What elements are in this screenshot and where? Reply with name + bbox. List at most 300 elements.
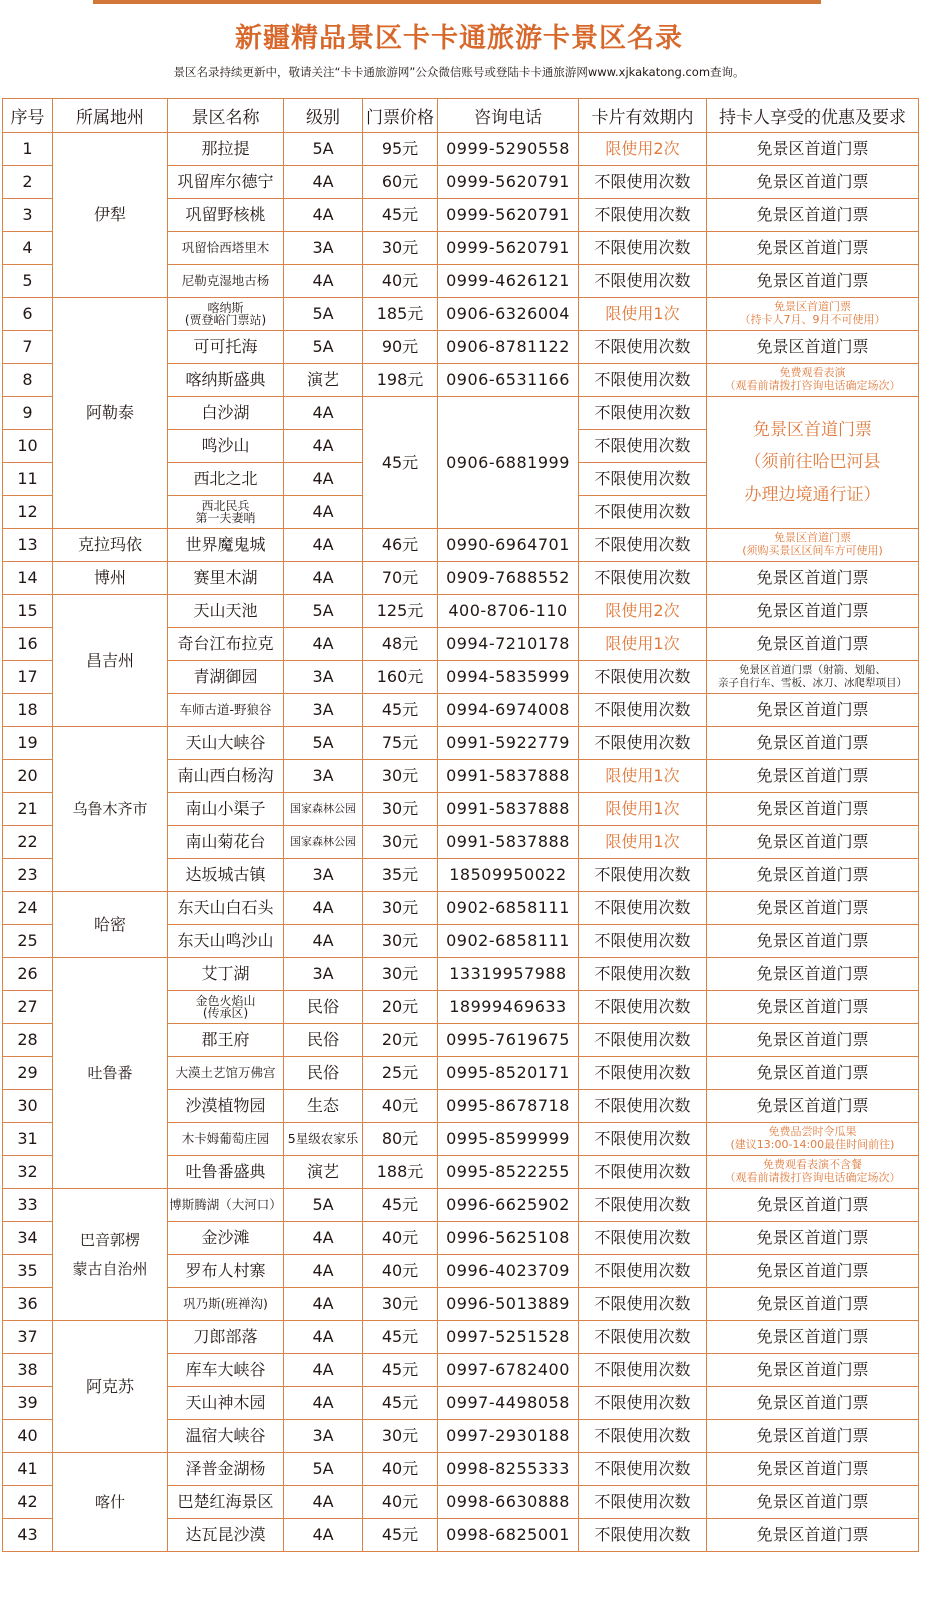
validity: 限使用1次	[579, 760, 707, 793]
row-number: 1	[3, 133, 53, 166]
row-number: 26	[3, 958, 53, 991]
benefit: 免景区首道门票	[707, 1420, 919, 1453]
table-row	[3, 892, 919, 925]
top-accent-bar	[93, 0, 821, 4]
validity: 不限使用次数	[579, 364, 707, 397]
scenic-name: 世界魔鬼城	[168, 529, 284, 562]
scenic-name: 达坂城古镇	[168, 859, 284, 892]
scenic-name: 赛里木湖	[168, 562, 284, 595]
validity: 不限使用次数	[579, 463, 707, 496]
level: 4A	[284, 1486, 363, 1519]
validity: 不限使用次数	[579, 727, 707, 760]
benefit-line3: 办理边境通行证）	[744, 484, 881, 505]
benefit-line1: 免景区首道门票	[774, 531, 851, 545]
row-number: 31	[3, 1123, 53, 1156]
row-number: 37	[3, 1321, 53, 1354]
validity: 不限使用次数	[579, 661, 707, 694]
region-cell: 吐鲁番	[53, 958, 168, 1189]
scenic-name: 尼勒克湿地古杨	[168, 265, 284, 298]
phone: 0990-6964701	[438, 529, 579, 562]
scenic-name: 青湖御园	[168, 661, 284, 694]
col-header-phone: 咨询电话	[438, 99, 579, 133]
table-row	[3, 133, 919, 166]
col-header-no: 序号	[3, 99, 53, 133]
scenic-name: 巴楚红海景区	[168, 1486, 284, 1519]
level: 演艺	[284, 364, 363, 397]
level: 国家森林公园	[284, 793, 363, 826]
scenic-name: 郡王府	[168, 1024, 284, 1057]
benefit: 免景区首道门票	[707, 1387, 919, 1420]
benefit-line2: （观看前请拨打咨询电话确定场次）	[724, 1171, 901, 1184]
level: 3A	[284, 859, 363, 892]
ticket-price: 185元	[363, 298, 438, 331]
benefit-line1: 免费观看表演不含餐	[763, 1158, 862, 1172]
scenic-name: 巩留恰西塔里木	[168, 232, 284, 265]
level: 民俗	[284, 1024, 363, 1057]
benefit: 免景区首道门票	[707, 1222, 919, 1255]
row-number: 4	[3, 232, 53, 265]
row-number: 36	[3, 1288, 53, 1321]
ticket-price: 45元	[363, 1189, 438, 1222]
level: 5A	[284, 1453, 363, 1486]
benefit: 免景区首道门票	[707, 958, 919, 991]
ticket-price: 45元	[363, 1519, 438, 1552]
row-number: 25	[3, 925, 53, 958]
scenic-name-line1: 西北民兵	[201, 499, 250, 513]
validity: 不限使用次数	[579, 199, 707, 232]
benefit: 免景区首道门票	[707, 232, 919, 265]
validity: 不限使用次数	[579, 529, 707, 562]
benefit: 免景区首道门票	[707, 265, 919, 298]
row-number: 7	[3, 331, 53, 364]
ticket-price: 40元	[363, 1453, 438, 1486]
phone: 0994-7210178	[438, 628, 579, 661]
benefit-line2: (须购买景区区间车方可使用)	[742, 544, 883, 557]
validity: 限使用1次	[579, 793, 707, 826]
benefit	[707, 529, 919, 562]
validity: 不限使用次数	[579, 1288, 707, 1321]
ticket-price: 30元	[363, 892, 438, 925]
benefit: 免景区首道门票	[707, 1090, 919, 1123]
table-row	[3, 958, 919, 991]
benefit-merged	[707, 397, 919, 529]
region-cell: 伊犁	[53, 133, 168, 298]
phone-merged: 0906-6881999	[438, 397, 579, 529]
table-header-row	[3, 99, 919, 133]
ticket-price: 40元	[363, 1486, 438, 1519]
phone: 18509950022	[438, 859, 579, 892]
level: 4A	[284, 1222, 363, 1255]
scenic-name: 奇台江布拉克	[168, 628, 284, 661]
ticket-price: 160元	[363, 661, 438, 694]
table-row	[3, 727, 919, 760]
region-cell: 克拉玛依	[53, 529, 168, 562]
scenic-name-line2: 第一夫妻哨	[195, 511, 256, 525]
phone: 0902-6858111	[438, 892, 579, 925]
ticket-price: 30元	[363, 826, 438, 859]
row-number: 34	[3, 1222, 53, 1255]
phone: 0996-4023709	[438, 1255, 579, 1288]
level: 3A	[284, 694, 363, 727]
scenic-area-table	[2, 98, 919, 1552]
level: 3A	[284, 1420, 363, 1453]
phone: 0909-7688552	[438, 562, 579, 595]
benefit: 免景区首道门票	[707, 1189, 919, 1222]
phone: 0906-6326004	[438, 298, 579, 331]
level: 5A	[284, 1189, 363, 1222]
benefit-line2: （观看前请拨打咨询电话确定场次）	[724, 379, 901, 392]
scenic-name: 达瓦昆沙漠	[168, 1519, 284, 1552]
benefit: 免景区首道门票	[707, 793, 919, 826]
ticket-price: 45元	[363, 694, 438, 727]
scenic-name: 温宿大峡谷	[168, 1420, 284, 1453]
ticket-price: 95元	[363, 133, 438, 166]
table-row	[3, 529, 919, 562]
validity: 不限使用次数	[579, 1354, 707, 1387]
row-number: 12	[3, 496, 53, 529]
ticket-price: 30元	[363, 793, 438, 826]
ticket-price: 30元	[363, 232, 438, 265]
validity: 不限使用次数	[579, 694, 707, 727]
benefit: 免景区首道门票	[707, 1321, 919, 1354]
region-cell: 乌鲁木齐市	[53, 727, 168, 892]
scenic-name-line2: (传承区)	[202, 1006, 249, 1020]
benefit	[707, 364, 919, 397]
row-number: 23	[3, 859, 53, 892]
validity: 不限使用次数	[579, 1255, 707, 1288]
validity: 不限使用次数	[579, 265, 707, 298]
level: 4A	[284, 463, 363, 496]
validity: 不限使用次数	[579, 1189, 707, 1222]
level: 4A	[284, 496, 363, 529]
benefit: 免景区首道门票	[707, 331, 919, 364]
level: 4A	[284, 1387, 363, 1420]
row-number: 17	[3, 661, 53, 694]
region-cell: 哈密	[53, 892, 168, 958]
row-number: 43	[3, 1519, 53, 1552]
ticket-price: 20元	[363, 991, 438, 1024]
scenic-name: 南山西白杨沟	[168, 760, 284, 793]
scenic-name: 东天山鸣沙山	[168, 925, 284, 958]
benefit: 免景区首道门票	[707, 595, 919, 628]
scenic-name: 可可托海	[168, 331, 284, 364]
ticket-price: 20元	[363, 1024, 438, 1057]
scenic-name: 天山神木园	[168, 1387, 284, 1420]
level: 4A	[284, 1321, 363, 1354]
level: 4A	[284, 562, 363, 595]
ticket-price: 30元	[363, 1420, 438, 1453]
benefit-line2: （须前往哈巴河县	[744, 452, 881, 473]
benefit: 免景区首道门票	[707, 1255, 919, 1288]
ticket-price: 75元	[363, 727, 438, 760]
validity: 不限使用次数	[579, 1486, 707, 1519]
phone: 0999-5290558	[438, 133, 579, 166]
ticket-price: 46元	[363, 529, 438, 562]
ticket-price: 198元	[363, 364, 438, 397]
table-row	[3, 595, 919, 628]
phone: 0995-8599999	[438, 1123, 579, 1156]
scenic-name: 库车大峡谷	[168, 1354, 284, 1387]
row-number: 16	[3, 628, 53, 661]
scenic-name: 车师古道-野狼谷	[168, 694, 284, 727]
ticket-price: 45元	[363, 1321, 438, 1354]
scenic-name: 天山大峡谷	[168, 727, 284, 760]
validity: 不限使用次数	[579, 430, 707, 463]
level: 4A	[284, 1288, 363, 1321]
scenic-name: 刀郎部落	[168, 1321, 284, 1354]
scenic-name: 巩留野核桃	[168, 199, 284, 232]
scenic-name-line2: (贾登峪门票站)	[184, 313, 267, 327]
scenic-name: 巩乃斯(班禅沟)	[168, 1288, 284, 1321]
region-line2: 蒙古自治州	[72, 1259, 148, 1278]
scenic-name: 金沙滩	[168, 1222, 284, 1255]
phone: 0997-5251528	[438, 1321, 579, 1354]
row-number: 8	[3, 364, 53, 397]
scenic-name: 鸣沙山	[168, 430, 284, 463]
validity: 不限使用次数	[579, 1123, 707, 1156]
scenic-name: 白沙湖	[168, 397, 284, 430]
validity: 不限使用次数	[579, 562, 707, 595]
row-number: 18	[3, 694, 53, 727]
level: 民俗	[284, 1057, 363, 1090]
scenic-name: 艾丁湖	[168, 958, 284, 991]
validity: 不限使用次数	[579, 496, 707, 529]
row-number: 9	[3, 397, 53, 430]
col-header-region: 所属地州	[53, 99, 168, 133]
phone: 13319957988	[438, 958, 579, 991]
phone: 0902-6858111	[438, 925, 579, 958]
level: 4A	[284, 925, 363, 958]
level: 4A	[284, 892, 363, 925]
level: 国家森林公园	[284, 826, 363, 859]
phone: 0999-5620791	[438, 199, 579, 232]
validity: 不限使用次数	[579, 1024, 707, 1057]
validity: 不限使用次数	[579, 166, 707, 199]
validity: 不限使用次数	[579, 859, 707, 892]
level: 4A	[284, 529, 363, 562]
scenic-name: 木卡姆葡萄庄园	[168, 1123, 284, 1156]
level: 3A	[284, 760, 363, 793]
scenic-name: 罗布人村寨	[168, 1255, 284, 1288]
row-number: 41	[3, 1453, 53, 1486]
benefit-line2: (建议13:00-14:00最佳时间前往)	[730, 1138, 895, 1151]
row-number: 33	[3, 1189, 53, 1222]
scenic-name-line1: 金色火焰山	[195, 994, 256, 1008]
phone: 0997-6782400	[438, 1354, 579, 1387]
ticket-price: 45元	[363, 1387, 438, 1420]
phone: 0906-6531166	[438, 364, 579, 397]
benefit-line2: 亲子自行车、雪板、冰刀、冰爬犁项目）	[718, 677, 907, 689]
table-row	[3, 1453, 919, 1486]
benefit: 免景区首道门票	[707, 991, 919, 1024]
col-header-price: 门票价格	[363, 99, 438, 133]
row-number: 38	[3, 1354, 53, 1387]
benefit: 免景区首道门票	[707, 133, 919, 166]
phone: 0996-6625902	[438, 1189, 579, 1222]
region-cell: 喀什	[53, 1453, 168, 1552]
row-number: 32	[3, 1156, 53, 1189]
row-number: 3	[3, 199, 53, 232]
region-cell	[53, 1189, 168, 1321]
level: 3A	[284, 661, 363, 694]
row-number: 21	[3, 793, 53, 826]
phone: 0998-8255333	[438, 1453, 579, 1486]
phone: 0994-6974008	[438, 694, 579, 727]
row-number: 22	[3, 826, 53, 859]
benefit-line1: 免费品尝时令瓜果	[768, 1125, 857, 1139]
scenic-name: 喀纳斯盛典	[168, 364, 284, 397]
benefit	[707, 1156, 919, 1189]
validity: 限使用2次	[579, 595, 707, 628]
phone: 0991-5837888	[438, 826, 579, 859]
col-header-name: 景区名称	[168, 99, 284, 133]
phone: 0995-8522255	[438, 1156, 579, 1189]
level: 4A	[284, 397, 363, 430]
ticket-price: 40元	[363, 265, 438, 298]
validity: 不限使用次数	[579, 1057, 707, 1090]
validity: 限使用1次	[579, 628, 707, 661]
validity: 不限使用次数	[579, 1090, 707, 1123]
level: 5A	[284, 133, 363, 166]
level: 4A	[284, 1519, 363, 1552]
phone: 0997-4498058	[438, 1387, 579, 1420]
level: 5星级农家乐	[284, 1123, 363, 1156]
benefit-line1: 免景区首道门票（射箭、划船、	[739, 664, 886, 677]
validity: 不限使用次数	[579, 1222, 707, 1255]
benefit: 免景区首道门票	[707, 166, 919, 199]
benefit: 免景区首道门票	[707, 1024, 919, 1057]
scenic-name: 博斯腾湖（大河口）	[168, 1189, 284, 1222]
scenic-name	[168, 298, 284, 331]
benefit: 免景区首道门票	[707, 1519, 919, 1552]
scenic-name: 吐鲁番盛典	[168, 1156, 284, 1189]
benefit: 免景区首道门票	[707, 859, 919, 892]
level: 5A	[284, 727, 363, 760]
scenic-name: 东天山白石头	[168, 892, 284, 925]
benefit-line1: 免费观看表演	[779, 366, 846, 380]
row-number: 20	[3, 760, 53, 793]
phone: 0999-5620791	[438, 166, 579, 199]
row-number: 15	[3, 595, 53, 628]
benefit-line1: 免景区首道门票	[774, 300, 851, 314]
ticket-price: 45元	[363, 199, 438, 232]
benefit: 免景区首道门票	[707, 727, 919, 760]
scenic-name: 泽普金湖杨	[168, 1453, 284, 1486]
col-header-validity: 卡片有效期内	[579, 99, 707, 133]
validity: 不限使用次数	[579, 958, 707, 991]
ticket-price: 45元	[363, 1354, 438, 1387]
phone: 0999-5620791	[438, 232, 579, 265]
page-title: 新疆精品景区卡卡通旅游卡景区名录	[235, 23, 683, 54]
phone: 0996-5013889	[438, 1288, 579, 1321]
ticket-price-merged: 45元	[363, 397, 438, 529]
region-cell: 博州	[53, 562, 168, 595]
benefit	[707, 661, 919, 694]
ticket-price: 40元	[363, 1255, 438, 1288]
ticket-price: 30元	[363, 925, 438, 958]
level: 5A	[284, 331, 363, 364]
phone: 0991-5837888	[438, 760, 579, 793]
validity: 不限使用次数	[579, 1420, 707, 1453]
benefit	[707, 1123, 919, 1156]
row-number: 2	[3, 166, 53, 199]
row-number: 42	[3, 1486, 53, 1519]
benefit: 免景区首道门票	[707, 1057, 919, 1090]
level: 4A	[284, 430, 363, 463]
row-number: 29	[3, 1057, 53, 1090]
table-row	[3, 1321, 919, 1354]
ticket-price: 48元	[363, 628, 438, 661]
page-subtitle: 景区名录持续更新中，敬请关注“卡卡通旅游网”公众微信账号或登陆卡卡通旅游网www.xjkakatong.com查询。	[173, 65, 745, 79]
region-line1: 巴音郭楞	[79, 1231, 140, 1249]
ticket-price: 30元	[363, 958, 438, 991]
level: 演艺	[284, 1156, 363, 1189]
row-number: 13	[3, 529, 53, 562]
phone: 400-8706-110	[438, 595, 579, 628]
validity: 不限使用次数	[579, 925, 707, 958]
phone: 0999-4626121	[438, 265, 579, 298]
ticket-price: 25元	[363, 1057, 438, 1090]
region-cell: 阿克苏	[53, 1321, 168, 1453]
benefit: 免景区首道门票	[707, 1486, 919, 1519]
benefit: 免景区首道门票	[707, 1453, 919, 1486]
row-number: 10	[3, 430, 53, 463]
validity: 不限使用次数	[579, 397, 707, 430]
row-number: 14	[3, 562, 53, 595]
region-cell: 昌吉州	[53, 595, 168, 727]
table-row	[3, 298, 919, 331]
level: 4A	[284, 1255, 363, 1288]
table-row	[3, 562, 919, 595]
level: 生态	[284, 1090, 363, 1123]
level: 4A	[284, 265, 363, 298]
region-cell: 阿勒泰	[53, 298, 168, 529]
table-row	[3, 1189, 919, 1222]
benefit: 免景区首道门票	[707, 562, 919, 595]
col-header-level: 级别	[284, 99, 363, 133]
validity: 限使用1次	[579, 826, 707, 859]
level: 4A	[284, 628, 363, 661]
phone: 0995-8678718	[438, 1090, 579, 1123]
phone: 0997-2930188	[438, 1420, 579, 1453]
validity: 不限使用次数	[579, 991, 707, 1024]
scenic-name: 南山小渠子	[168, 793, 284, 826]
scenic-name: 西北之北	[168, 463, 284, 496]
benefit-line2: （持卡人7月、9月不可使用）	[739, 313, 886, 326]
level: 3A	[284, 232, 363, 265]
row-number: 6	[3, 298, 53, 331]
row-number: 39	[3, 1387, 53, 1420]
phone: 0994-5835999	[438, 661, 579, 694]
phone: 0996-5625108	[438, 1222, 579, 1255]
ticket-price: 80元	[363, 1123, 438, 1156]
phone: 0998-6630888	[438, 1486, 579, 1519]
scenic-name: 沙漠植物园	[168, 1090, 284, 1123]
ticket-price: 188元	[363, 1156, 438, 1189]
validity: 限使用2次	[579, 133, 707, 166]
level: 5A	[284, 298, 363, 331]
phone: 0995-8520171	[438, 1057, 579, 1090]
ticket-price: 60元	[363, 166, 438, 199]
scenic-name: 那拉提	[168, 133, 284, 166]
validity: 不限使用次数	[579, 892, 707, 925]
phone: 18999469633	[438, 991, 579, 1024]
benefit: 免景区首道门票	[707, 1288, 919, 1321]
benefit: 免景区首道门票	[707, 925, 919, 958]
phone: 0906-8781122	[438, 331, 579, 364]
scenic-name: 天山天池	[168, 595, 284, 628]
benefit: 免景区首道门票	[707, 760, 919, 793]
